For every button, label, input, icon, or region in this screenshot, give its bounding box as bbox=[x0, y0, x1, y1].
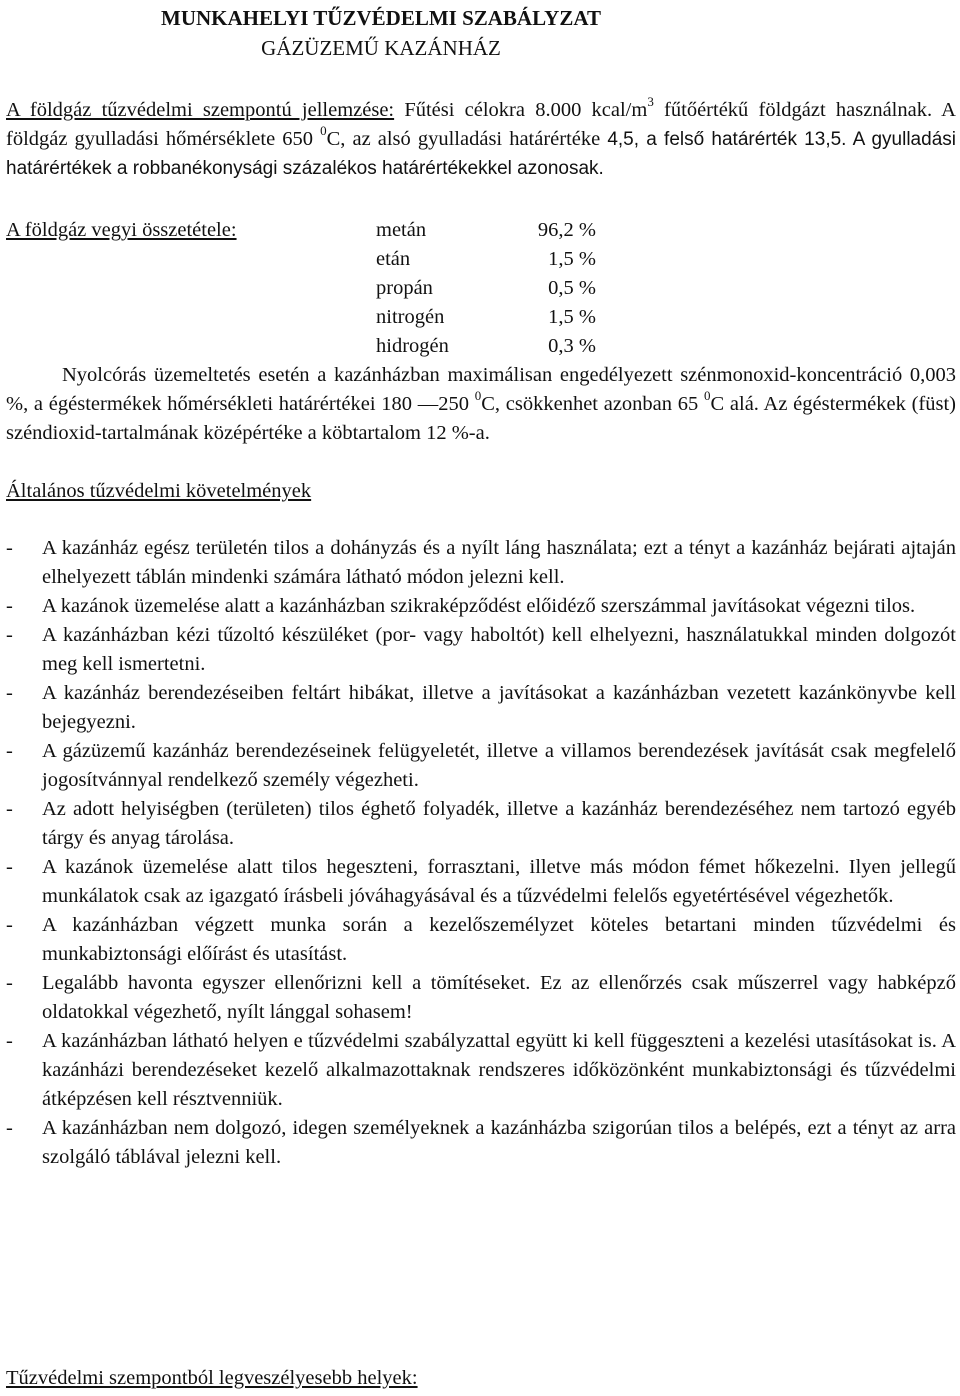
composition-name: nitrogén bbox=[376, 306, 445, 328]
rule-text: A kazánházban végzett munka során a kezelőszemélyzet köteles betartani minden tűzvédelmi és munkabiztonsági előírást és utasítást. bbox=[42, 914, 956, 965]
rule-text: A kazánházban kézi tűzoltó készüléket (por- vagy haboltót) kell elhelyezni, használatukkal minden dolgozót meg kell ismertetni. bbox=[42, 624, 956, 675]
dash: - bbox=[6, 740, 13, 762]
rule-text: A kazánházban nem dolgozó, idegen személyeknek a kazánházba szigorúan tilos a belépés, ezt a tényt az arra szolgáló táblával jelezni kell. bbox=[42, 1117, 956, 1168]
dash: - bbox=[6, 624, 13, 646]
rule-text: A gázüzemű kazánház berendezéseinek felügyeletét, illetve a villamos berendezések javítását csak megfelelő jogosítvánnyal rendelkező személy végezheti. bbox=[42, 740, 956, 791]
shift-sup-a: 0 bbox=[474, 388, 482, 404]
rule-text: Az adott helyiségben (területen) tilos éghető folyadék, illetve a kazánház berendezéséhez nem tartozó egyéb tárgy és anyag tárolása. bbox=[42, 798, 956, 849]
shift-text-c: C alá. Az égéstermékek (füst) széndioxid-tartalmának középértéke a köbtartalom 12 %-a. bbox=[6, 393, 956, 444]
list-item bbox=[6, 853, 956, 911]
rule-text: Legalább havonta egyszer ellenőrizni kell a tömítéseket. Ez az ellenőrzés csak műszerrel vagy habképző oldatokkal végezhető, nyílt lánggal sohasem! bbox=[42, 972, 956, 1023]
dash: - bbox=[6, 914, 13, 936]
list-item bbox=[6, 621, 956, 679]
list-item bbox=[6, 534, 956, 592]
composition-row bbox=[6, 332, 956, 361]
composition-row bbox=[6, 303, 956, 332]
danger-heading: Tűzvédelmi szempontból legveszélyesebb helyek: bbox=[6, 1367, 418, 1389]
composition-name: hidrogén bbox=[376, 335, 449, 357]
shift-paragraph bbox=[6, 361, 956, 448]
list-item bbox=[6, 592, 956, 621]
composition-value: 0,3 % bbox=[548, 335, 596, 357]
dash: - bbox=[6, 856, 13, 878]
document-page bbox=[6, 4, 956, 1172]
list-item bbox=[6, 969, 956, 1027]
intro-text-d: 4,5, a felső határérték 13,5. A gyulladási határértékek a robbanékonysági százalékos határértékekkel azonosak. bbox=[6, 129, 956, 179]
dash: - bbox=[6, 798, 13, 820]
intro-sup-a: 3 bbox=[647, 94, 654, 110]
rule-text: A kazánházban látható helyen e tűzvédelmi szabályzattal együtt ki kell függeszteni a kezelési utasításokat is. A kazánházi berendezéseket kezelő alkalmazottaknak rendszeres időközönként munkabiztonsági és tűzvédelmi átképzésen kell résztvenniük. bbox=[42, 1030, 956, 1110]
shift-text-b: C, csökkenhet azonban 65 bbox=[481, 393, 704, 415]
composition-label: A földgáz vegyi összetétele: bbox=[6, 219, 237, 241]
composition-name: etán bbox=[376, 248, 411, 270]
composition-value: 1,5 % bbox=[548, 306, 596, 328]
composition-table bbox=[6, 216, 956, 361]
list-item bbox=[6, 1027, 956, 1114]
shift-text-a: Nyolcórás üzemeltetés esetén a kazánházban maximálisan engedélyezett szénmonoxid-koncentráció 0,003 %, a égéstermékek hőmérsékleti határértékei 180 —250 bbox=[6, 364, 956, 415]
rule-text: A kazánház egész területén tilos a dohányzás és a nyílt láng használata; ezt a tényt a kazánház bejárati ajtaján elhelyezett táblán mindenki számára látható módon jelezni kell. bbox=[42, 537, 956, 588]
list-item bbox=[6, 795, 956, 853]
composition-value: 1,5 % bbox=[548, 248, 596, 270]
list-item bbox=[6, 911, 956, 969]
composition-row bbox=[6, 245, 956, 274]
composition-name: metán bbox=[376, 219, 427, 241]
composition-row bbox=[6, 216, 956, 245]
dash: - bbox=[6, 537, 13, 559]
dash: - bbox=[6, 595, 13, 617]
dash: - bbox=[6, 972, 13, 994]
dash: - bbox=[6, 1030, 13, 1052]
shift-sup-b: 0 bbox=[704, 388, 711, 404]
document-title: MUNKAHELYI TŰZVÉDELMI SZABÁLYZAT bbox=[161, 6, 601, 30]
composition-row bbox=[6, 274, 956, 303]
composition-name: propán bbox=[376, 277, 433, 299]
dash: - bbox=[6, 1117, 13, 1139]
general-heading: Általános tűzvédelmi követelmények bbox=[6, 480, 312, 502]
composition-value: 96,2 % bbox=[537, 219, 596, 241]
list-item bbox=[6, 737, 956, 795]
composition-value: 0,5 % bbox=[548, 277, 596, 299]
rule-text: A kazánok üzemelése alatt a kazánházban szikraképződést előidéző szerszámmal javításokat végezni tilos. bbox=[42, 595, 916, 617]
list-item bbox=[6, 1114, 956, 1172]
dash: - bbox=[6, 682, 13, 704]
intro-paragraph bbox=[6, 96, 956, 183]
intro-text-b: fűtőértékű földgázt használnak. A földgáz gyulladási hőmérséklete 650 bbox=[6, 99, 956, 150]
rule-text: A kazánok üzemelése alatt tilos hegeszteni, forrasztani, illetve más módon fémet hőkezelni. Ilyen jellegű munkálatok csak az igazgató írásbeli jóváhagyásával és a tűzvédelmi felelős egyetértésével végezhetők. bbox=[42, 856, 956, 907]
intro-text-a: Fűtési célokra 8.000 kcal/m bbox=[394, 99, 648, 121]
document-subtitle: GÁZÜZEMŰ KAZÁNHÁZ bbox=[261, 36, 501, 60]
intro-text-c: C, az alsó gyulladási határértéke bbox=[326, 128, 608, 150]
intro-label: A földgáz tűzvédelmi szempontú jellemzése: bbox=[6, 99, 395, 121]
intro-sup-b: 0 bbox=[320, 123, 327, 139]
list-item bbox=[6, 679, 956, 737]
rules-list bbox=[6, 534, 956, 1172]
rule-text: A kazánház berendezéseiben feltárt hibákat, illetve a javításokat a kazánházban vezetett kazánkönyvbe kell bejegyezni. bbox=[42, 682, 956, 733]
